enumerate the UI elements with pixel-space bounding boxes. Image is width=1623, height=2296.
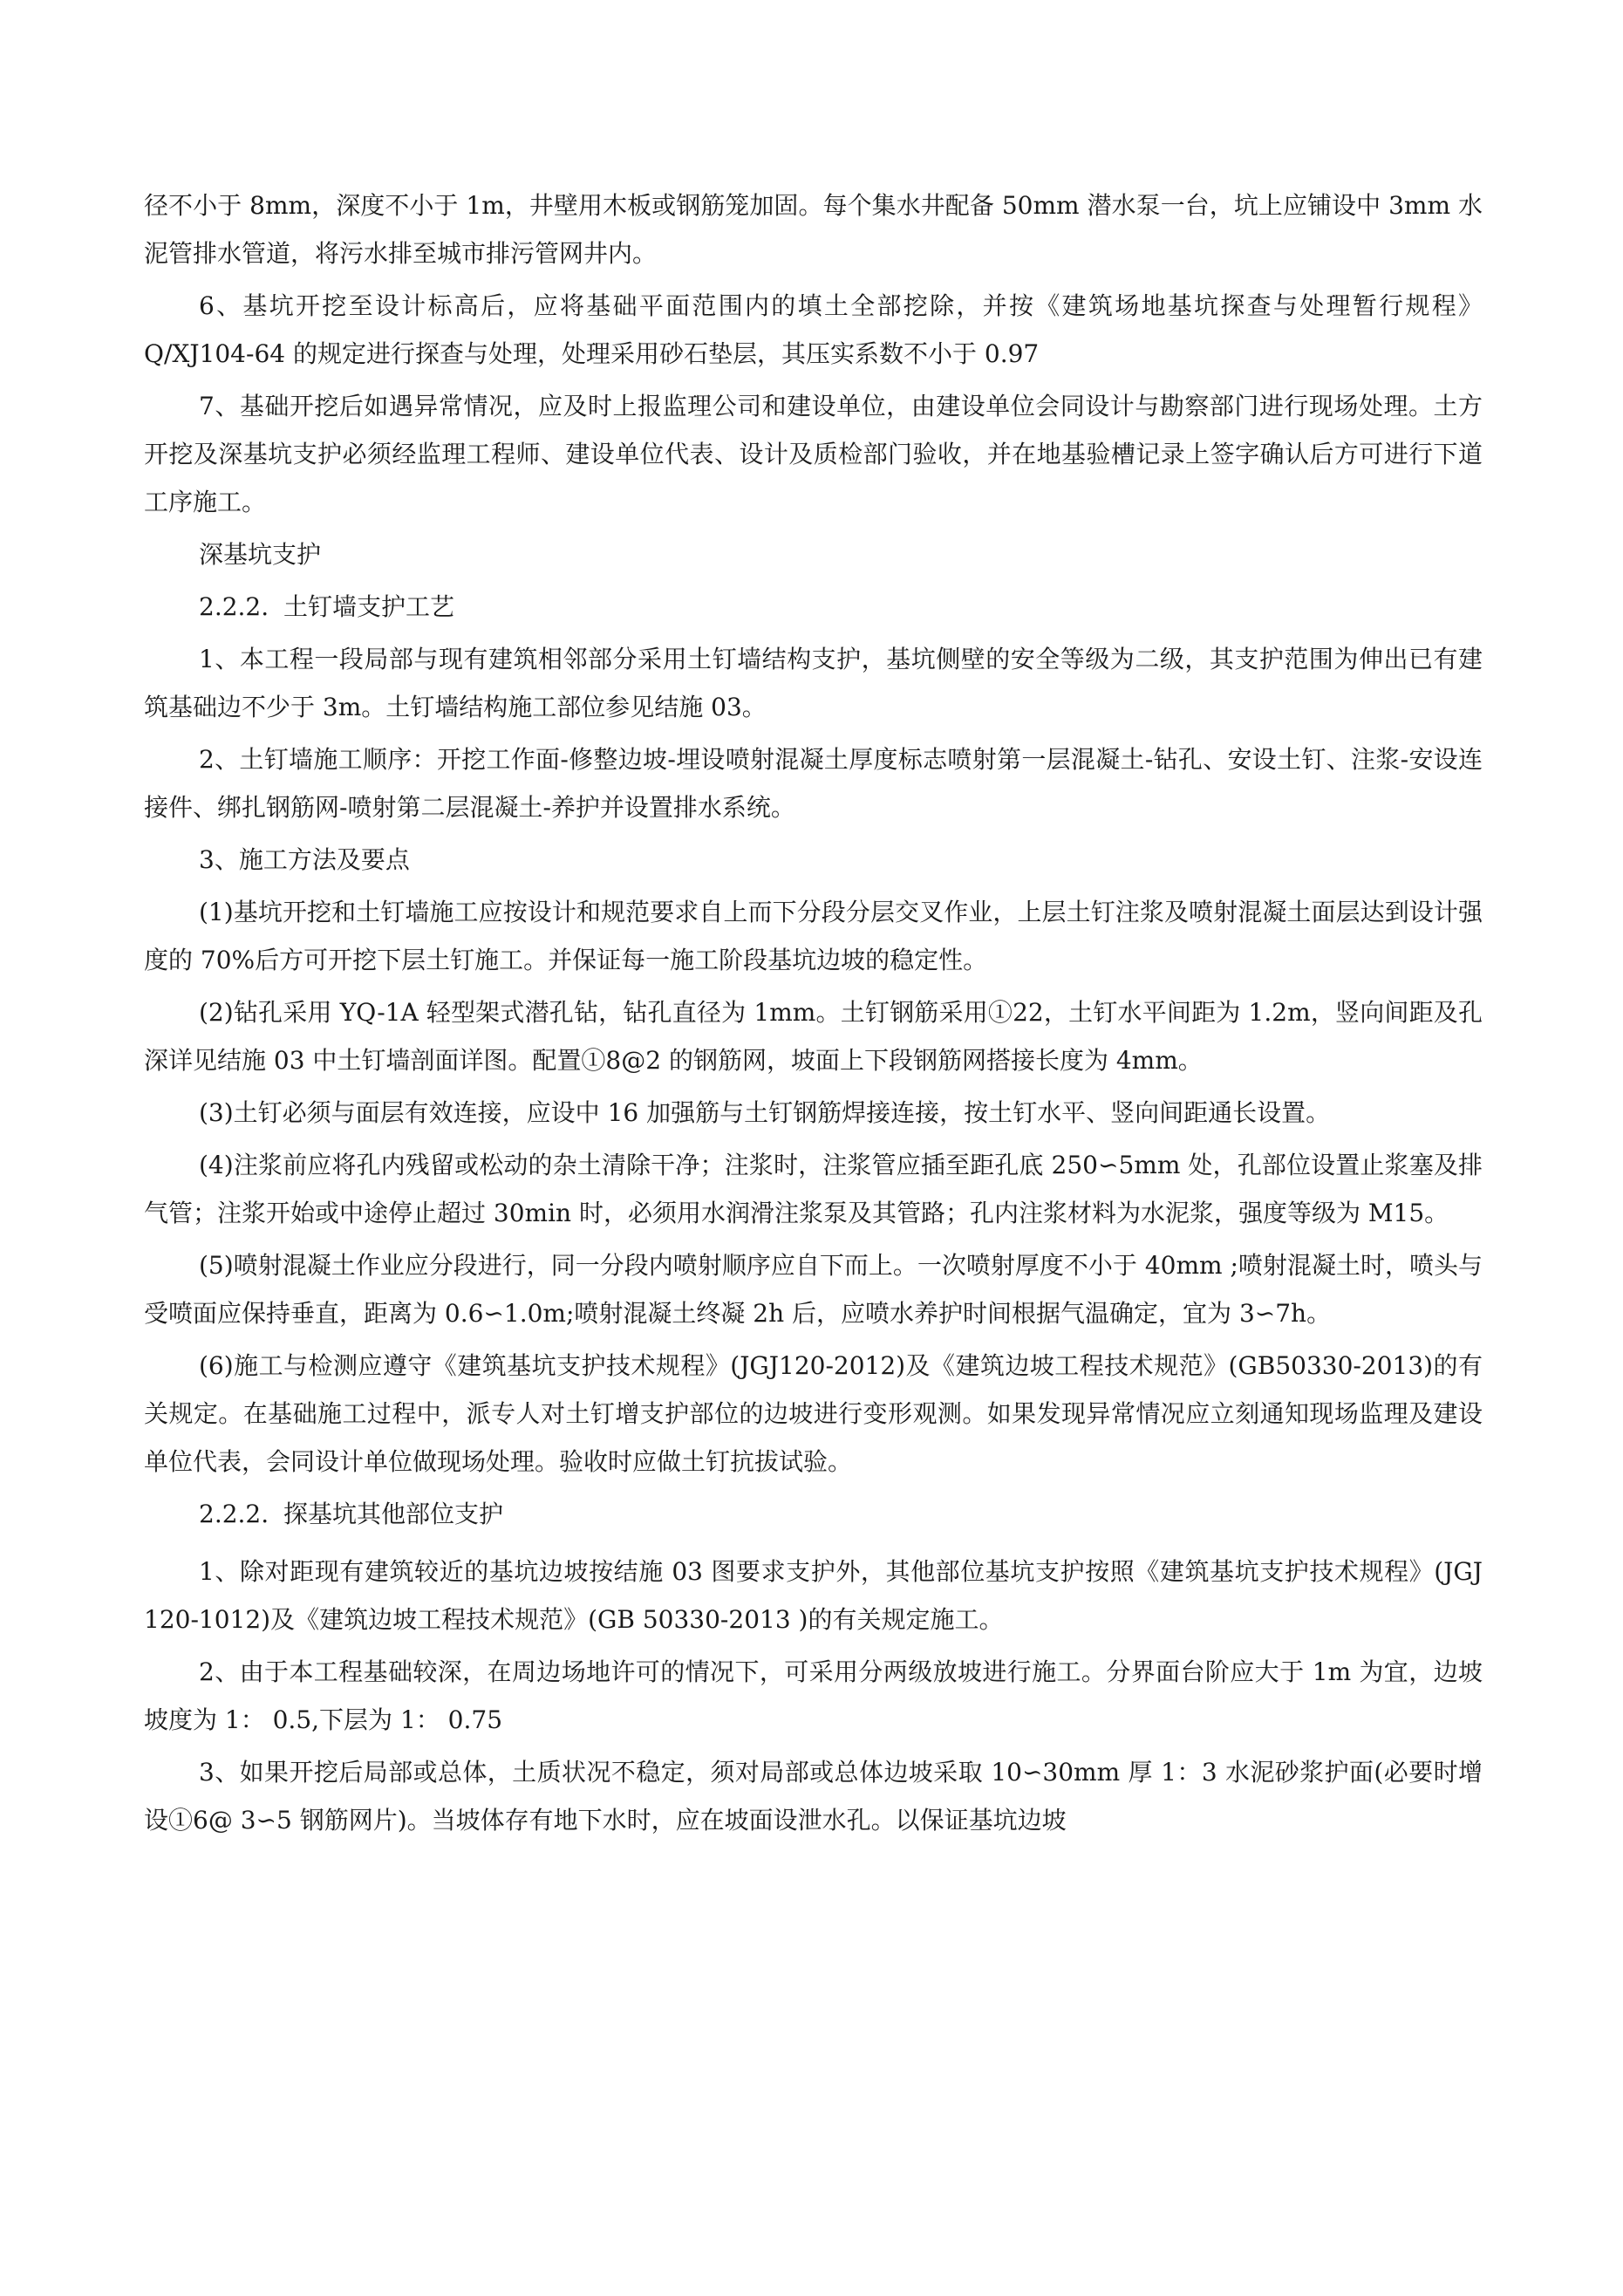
list-item-number: (6) [199,1351,234,1380]
paragraph-soil-nail-3: 3、施工方法及要点 [199,845,410,874]
heading-text: 探基坑其他部位支护 [283,1500,504,1528]
paragraph-soil-nail-2: 2、土钉墙施工顺序：开挖工作面-修整边坡-埋设喷射混凝土厚度标志喷射第一层混凝土-钻孔、安设土钉、注浆-安设连接件、绑扎钢筋网-喷射第二层混凝土-养护并设置排水系统。 [144,745,1483,822]
list-item [144,1241,1483,1337]
heading-other-pit-support [144,1490,1483,1538]
heading-text: 土钉墙支护工艺 [283,592,455,621]
heading-number: 2.2.2. [199,1500,269,1528]
paragraph-item-7: 7、基础开挖后如遇异常情况，应及时上报监理公司和建设单位，由建设单位会同设计与勘察部门进行现场处理。土方开挖及深基坑支护必须经监理工程师、建设单位代表、设计及质检部门验收，并在地基验槽记录上签字确认后方可进行下道工序施工。 [144,392,1483,516]
heading-soil-nail-wall [144,583,1483,631]
paragraph-continuation: 径不小于 8mm，深度不小于 1m，井壁用木板或钢筋笼加固。每个集水井配备 50mm 潜水泵一台，坑上应铺设中 3mm 水泥管排水管道，将污水排至城市排污管网井内。 [144,191,1483,268]
list-item-text: 施工与检测应遵守《建筑基坑支护技术规程》(JGJ120-2012)及《建筑边坡工程技术规范》(GB50330-2013)的有关规定。在基础施工过程中，派专人对土钉增支护部位的边坡进行变形观测。如果发现异常情况应立刻通知现场监理及建设单位代表，会同设计单位做现场处理。验收时应做土钉抗拔试验。 [144,1351,1483,1476]
list-item [144,988,1483,1084]
list-item [144,1342,1483,1486]
paragraph-other-1: 1、除对距现有建筑较近的基坑边坡按结施 03 图要求支护外，其他部位基坑支护按照《建筑基坑支护技术规程》(JGJ 120-1012)及《建筑边坡工程技术规范》(GB 50330-2013 )的有关规定施工。 [144,1557,1483,1634]
list-item-text: 注浆前应将孔内残留或松动的杂土清除干净；注浆时，注浆管应插至距孔底 250∽5mm 处，孔部位设置止浆塞及排气管；注浆开始或中途停止超过 30min 时，必须用水润滑注浆泵及其管路；孔内注浆材料为水泥浆，强度等级为 M15。 [144,1151,1483,1227]
paragraph-soil-nail-1: 1、本工程一段局部与现有建筑相邻部分采用土钉墙结构支护，基坑侧壁的安全等级为二级，其支护范围为伸出已有建筑基础边不少于 3m。土钉墙结构施工部位参见结施 03。 [144,645,1483,721]
list-item-number: (4) [199,1151,234,1179]
paragraph-other-3: 3、如果开挖后局部或总体，土质状况不稳定，须对局部或总体边坡采取 10∽30mm 厚 1：3 水泥砂浆护面(必要时增设①6@ 3∽5 钢筋网片)。当坡体存有地下水时，应在坡面设泄水孔。以保证基坑边坡 [144,1758,1483,1835]
list-item-text: 土钉必须与面层有效连接，应设中 16 加强筋与土钉钢筋焊接连接，按土钉水平、竖向间距通长设置。 [233,1098,1331,1127]
list-item [144,1141,1483,1237]
paragraph-item-6: 6、基坑开挖至设计标高后，应将基础平面范围内的填土全部挖除，并按《建筑场地基坑探查与处理暂行规程》Q/XJ104-64 的规定进行探查与处理，处理采用砂石垫层，其压实系数不小于 0.97 [144,291,1483,368]
list-item-text: 喷射混凝土作业应分段进行，同一分段内喷射顺序应自下而上。一次喷射厚度不小于 40mm ;喷射混凝土时，喷头与受喷面应保持垂直，距离为 0.6∽1.0m;喷射混凝土终凝 2h 后，应喷水养护时间根据气温确定，宜为 3∽7h。 [144,1251,1483,1328]
list-item-text: 钻孔采用 YQ-1A 轻型架式潜孔钻，钻孔直径为 1mm。土钉钢筋采用①22，土钉水平间距为 1.2m，竖向间距及孔深详见结施 03 中土钉墙剖面详图。配置①8@2 的钢筋网，坡面上下段钢筋网搭接长度为 4mm。 [144,998,1483,1075]
paragraph-other-2: 2、由于本工程基础较深，在周边场地许可的情况下，可采用分两级放坡进行施工。分界面台阶应大于 1m 为宜，边坡坡度为 1： 0.5,下层为 1： 0.75 [144,1657,1483,1734]
list-item [144,1089,1483,1137]
document-page [144,181,1483,1848]
list-item-number: (2) [199,998,234,1027]
list-item-number: (1) [199,898,234,926]
list-item [144,888,1483,984]
list-item-number: (5) [199,1251,234,1280]
heading-number: 2.2.2. [199,592,269,621]
list-item-text: 基坑开挖和土钉墙施工应按设计和规范要求自上而下分段分层交叉作业，上层土钉注浆及喷射混凝土面层达到设计强度的 70%后方可开挖下层土钉施工。并保证每一施工阶段基坑边坡的稳定性。 [144,898,1483,974]
section-title-deep-pit-support: 深基坑支护 [199,540,322,569]
list-item-number: (3) [199,1098,234,1127]
